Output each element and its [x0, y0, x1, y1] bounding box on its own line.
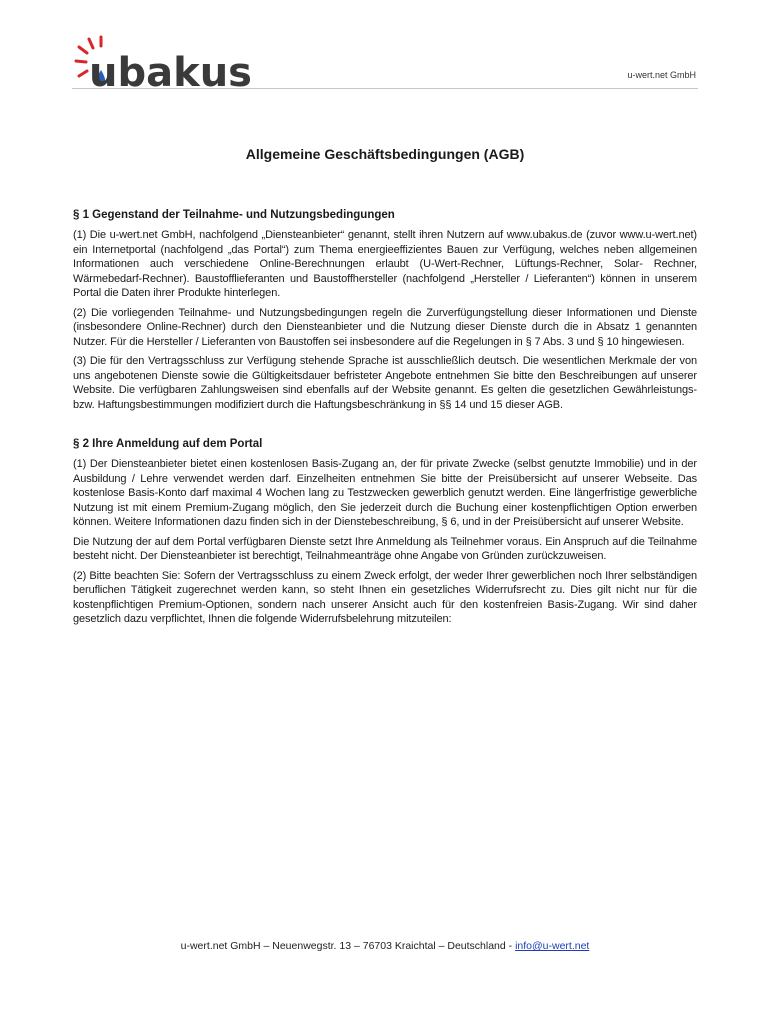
document-body — [73, 146, 697, 632]
page-footer — [0, 940, 770, 952]
paragraph: (2) Die vorliegenden Teilnahme- und Nutzungsbedingungen regeln die Zurverfügungstellung dieser Informationen und Dienste (insbesondere Online-Rechner) durch den Diensteanbieter und die Nutzung dieser Dienste durch die in Absatz 1 genannten Nutzer. Für die Hersteller / Lieferanten von Baustoffen sei insbesondere auf die Regelungen in § 7 Abs. 3 und § 10 hingewiesen. — [73, 306, 697, 348]
footer-email-link[interactable]: info@u-wert.net — [515, 940, 590, 952]
paragraph: (1) Der Diensteanbieter bietet einen kostenlosen Basis-Zugang an, der für private Zwecke (selbst genutzte Immobilie) und in der Ausbildung / Lehre verwendet werden darf. Einzelheiten entnehmen Sie bitte der Preisübersicht auf unserer Webseite. Das kostenlose Basis-Konto darf maximal 4 Wochen lang zu Testzwecken gewerblich genutzt werden. Eine längerfristige gewerbliche Nutzung ist mit einem Premium-Zugang möglich, den Sie jederzeit durch die Buchung einer kostenpflichtigen Option erwerben können. Weitere Informationen dazu finden sich in der Dienstebeschreibung, § 6, und in der Preisübersicht auf unserer Website. — [73, 458, 697, 528]
section-heading: § 2 Ihre Anmeldung auf dem Portal — [73, 438, 263, 450]
paragraph: (2) Bitte beachten Sie: Sofern der Vertragsschluss zu einem Zweck erfolgt, der weder Ihrer gewerblichen noch Ihrer selbständigen beruflichen Tätigkeit zugerechnet werden kann, so steht Ihnen ein gesetzliches Widerrufsrecht zu. Dies gilt nicht nur für die kostenpflichtigen Premium-Optionen, sondern nach unserer Ansicht auch für den kostenfreien Basis-Zugang. Wir sind daher gesetzlich dazu verpflichtet, Ihnen die folgende Widerrufsbelehrung mitzuteilen: — [73, 569, 697, 625]
section-2 — [73, 438, 697, 627]
paragraph: (3) Die für den Vertragsschluss zur Verfügung stehende Sprache ist ausschließlich deutsch. Die wesentlichen Merkmale der von uns angebotenen Dienste sowie die Gültigkeitsdauer befristeter Angebote entnehmen Sie bitte den Beschreibungen auf unserer Website. Die verfügbaren Zahlungsweisen sind ebenfalls auf der Website genannt. Es gelten die gesetzlichen Gewährleistungs- bzw. Haftungsbestimmungen modifiziert durch die Haftungsbeschränkung in §§ 14 und 15 dieser AGB. — [73, 355, 697, 411]
footer-address: u-wert.net GmbH – Neuenwegstr. 13 – 76703 Kraichtal – Deutschland - — [180, 940, 516, 952]
paragraph: (1) Die u-wert.net GmbH, nachfolgend „Diensteanbieter“ genannt, stellt ihren Nutzern auf www.ubakus.de (zuvor www.u-wert.net) ein Internetportal (nachfolgend „das Portal“) zum Thema energieeffizientes Bauen zur Verfügung, welches neben allgemeinen Informationen auch verschiedene Online-Berechnungen erlaubt (U-Wert-Rechner, Lüftungs-Rechner, Solar- Rechner, Wärmebedarf-Rechner). Baustofflieferanten und Baustoffhersteller (nachfolgend „Hersteller / Lieferanten“) können in unserem Portal die Daten ihrer Produkte hinterlegen. — [73, 229, 697, 299]
logo-wordmark: ubakus — [89, 50, 252, 90]
section-heading: § 1 Gegenstand der Teilnahme- und Nutzungsbedingungen — [73, 209, 395, 221]
header-company-name: u-wert.net GmbH — [627, 70, 696, 80]
document-title: Allgemeine Geschäftsbedingungen (AGB) — [245, 146, 525, 162]
paragraph: Die Nutzung der auf dem Portal verfügbaren Dienste setzt Ihre Anmeldung als Teilnehmer voraus. Ein Anspruch auf die Teilnahme besteht nicht. Der Diensteanbieter ist berechtigt, Teilnahmeanträge ohne Angabe von Gründen zurückzuweisen. — [73, 535, 697, 562]
section-1 — [73, 209, 697, 412]
ubakus-logo — [72, 34, 272, 90]
page-header — [72, 30, 698, 89]
